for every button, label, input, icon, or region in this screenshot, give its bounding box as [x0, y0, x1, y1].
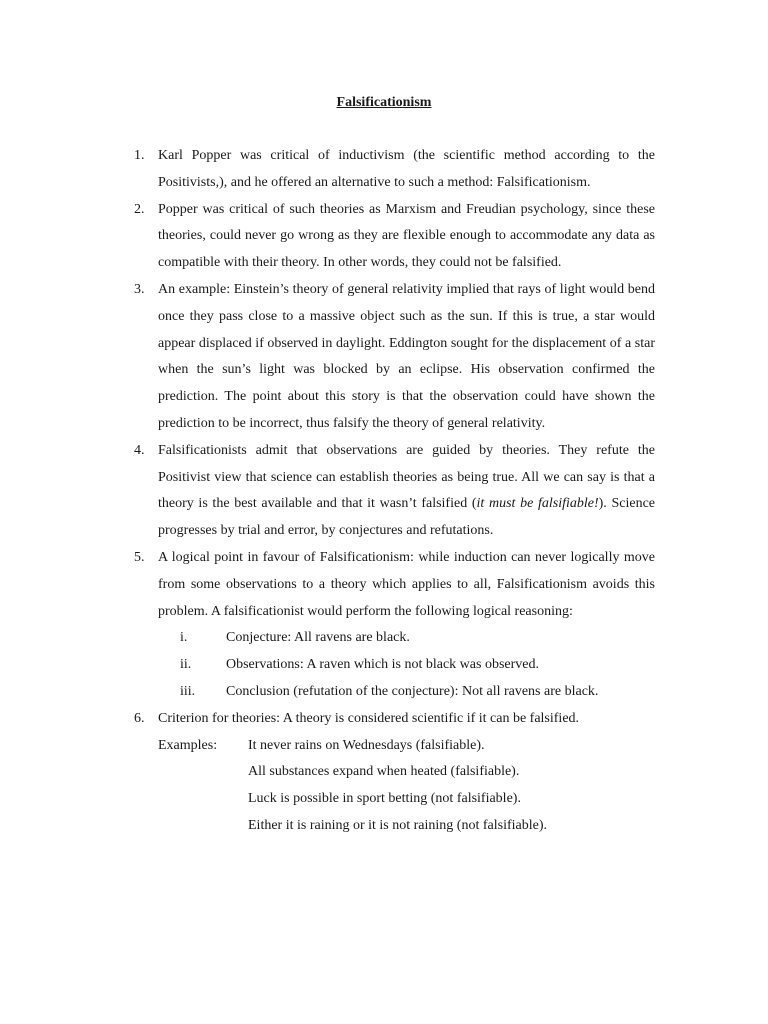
sub-item-number: iii.	[180, 683, 196, 699]
list-item-2	[120, 197, 655, 277]
example-line-3	[120, 786, 655, 813]
item-number: 4.	[134, 442, 145, 458]
list-item-5	[120, 545, 655, 625]
item-text: Popper was critical of such theories as Marxism and Freudian psychology, since these theories, could never go wrong as they are flexible enough to accommodate any data as compatible with their theory. In other words, they could not be falsified.	[158, 201, 655, 271]
item-number: 3.	[134, 281, 145, 297]
list-item-3	[120, 277, 655, 438]
item-text	[158, 438, 655, 545]
sub-item-number: i.	[180, 630, 188, 646]
item-text: An example: Einstein’s theory of general relativity implied that rays of light would bend once they pass close to a massive object such as the sun. If this is true, a star would appear displaced if observed in daylight. Eddington sought for the displacement of a star when the sun’s light was blocked by an eclipse. His observation confirmed the prediction. The point about this story is that the observation could have shown the prediction to be incorrect, thus falsify the theory of general relativity.	[158, 281, 655, 431]
list-item-1	[120, 143, 655, 197]
item-number: 6.	[134, 710, 145, 726]
item-text: Karl Popper was critical of inductivism (the scientific method according to the Positivists,), and he offered an alternative to such a method: Falsificationism.	[158, 148, 655, 190]
example-text: Either it is raining or it is not raining (not falsifiable).	[248, 817, 547, 833]
item-number: 2.	[134, 201, 145, 217]
item-number: 1.	[134, 148, 145, 163]
sub-item-1	[120, 625, 655, 652]
examples-label: Examples:	[158, 737, 218, 753]
example-text: All substances expand when heated (falsifiable).	[248, 764, 520, 780]
sub-item-3	[120, 679, 655, 706]
sub-item-text: Conjecture: All ravens are black.	[226, 630, 410, 646]
item-text: A logical point in favour of Falsificationism: while induction can never logically move from some observations to a theory which applies to all, Falsificationism avoids this problem. A falsificationist would perform the following logical reasoning:	[158, 549, 655, 619]
page-title: Falsificationism	[336, 95, 432, 110]
item-text: Criterion for theories: A theory is considered scientific if it can be falsified.	[158, 710, 580, 726]
sub-list	[120, 625, 655, 705]
item-text-end: ). Science progresses by trial and error, by conjectures and refutations.	[158, 496, 655, 539]
example-text: Luck is possible in sport betting (not falsifiable).	[248, 791, 521, 807]
example-line-4	[120, 813, 655, 840]
item-text-emphasis: it must be falsifiable!	[476, 496, 599, 512]
list-item-4	[120, 438, 655, 545]
sub-item-text: Conclusion (refutation of the conjecture): Not all ravens are black.	[226, 683, 599, 699]
sub-item-text: Observations: A raven which is not black was observed.	[226, 657, 539, 673]
example-line-2	[120, 759, 655, 786]
item-text-start: Falsificationists admit that observations are guided by theories. They refute the Positivist view that science can establish theories as being true. All we can say is that a theory is the best available and that it wasn’t falsified (	[158, 442, 655, 512]
numbered-list	[120, 143, 655, 840]
example-line-1	[120, 733, 655, 760]
sub-item-number: ii.	[180, 657, 192, 673]
list-item-6	[120, 706, 655, 733]
example-text: It never rains on Wednesdays (falsifiable).	[248, 737, 485, 753]
sub-item-2	[120, 652, 655, 679]
item-number: 5.	[134, 549, 145, 565]
